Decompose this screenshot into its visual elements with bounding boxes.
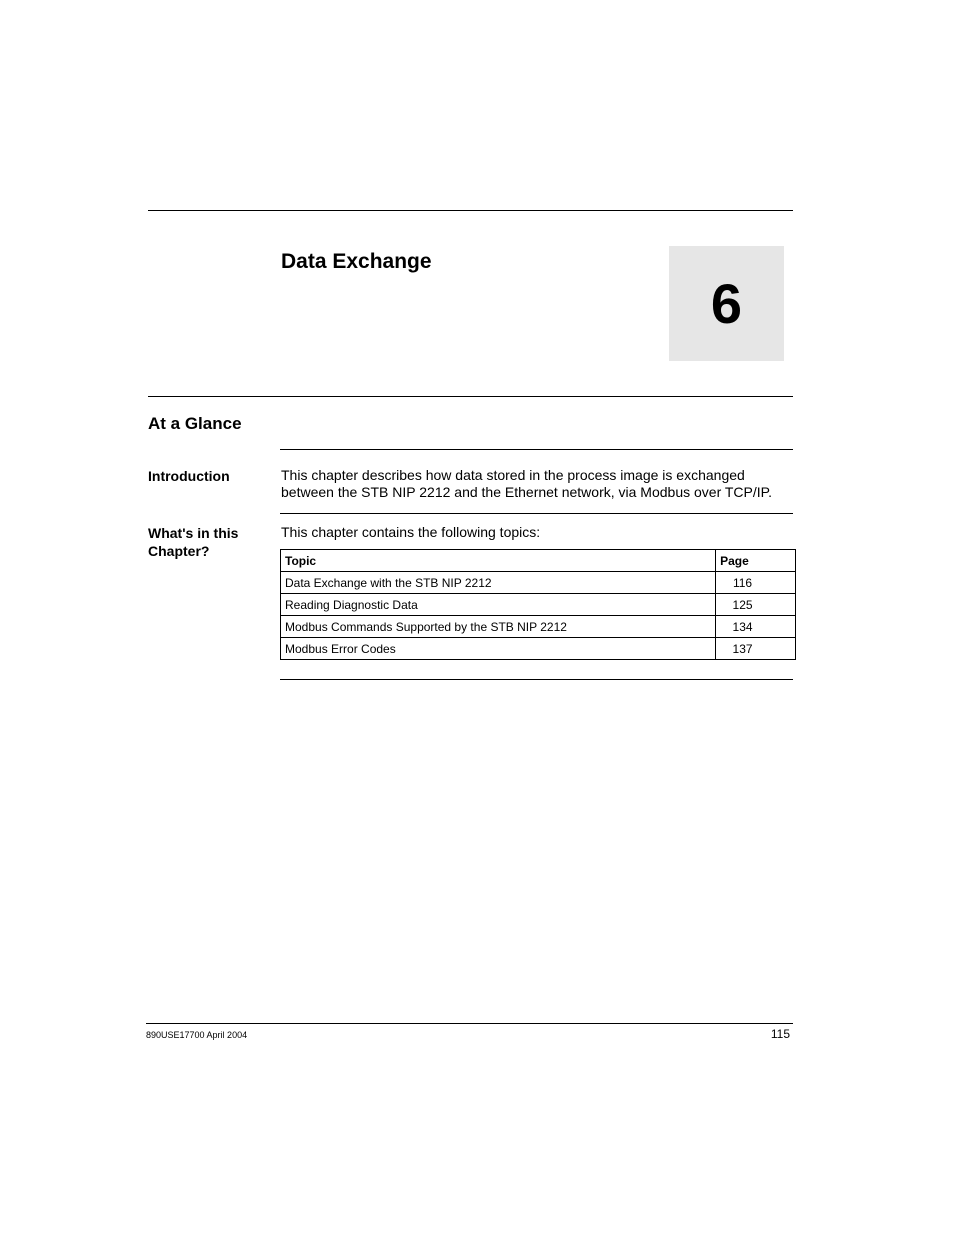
footer-doc-id: 890USE17700 April 2004 <box>146 1030 248 1040</box>
chapter-number: 6 <box>710 272 743 335</box>
section-rule <box>148 396 793 397</box>
page-cell: 137 <box>716 638 796 660</box>
topic-cell[interactable]: Data Exchange with the STB NIP 2212 <box>281 572 716 594</box>
header-topic: Topic <box>281 550 716 572</box>
footer-page-number: 115 <box>770 1027 790 1041</box>
table-row <box>281 638 796 660</box>
page-cell: 134 <box>716 616 796 638</box>
footer-rule <box>146 1023 793 1024</box>
topic-cell[interactable]: Modbus Commands Supported by the STB NIP 2212 <box>281 616 716 638</box>
topic-cell[interactable]: Reading Diagnostic Data <box>281 594 716 616</box>
top-rule <box>148 210 793 211</box>
chapter-title: Data Exchange <box>281 250 432 273</box>
introduction-label: Introduction <box>148 468 230 484</box>
contents-top-rule <box>280 513 793 514</box>
table-row <box>281 616 796 638</box>
chapter-number-box <box>669 246 784 361</box>
page-cell: 116 <box>716 572 796 594</box>
intro-top-rule <box>280 449 793 450</box>
contents-label-line1: What's in this <box>148 525 239 541</box>
contents-bottom-rule <box>280 679 793 680</box>
contents-intro: This chapter contains the following topics: <box>281 524 541 540</box>
table-header-row <box>281 550 796 572</box>
contents-label-line2: Chapter? <box>148 543 210 559</box>
introduction-text: This chapter describes how data stored in the process image is exchanged between the STB NIP 2212 and the Ethernet network, via Modbus over TCP/IP. <box>281 467 773 500</box>
table-row <box>281 594 796 616</box>
table-row <box>281 572 796 594</box>
contents-label <box>148 524 268 560</box>
page-cell: 125 <box>716 594 796 616</box>
topics-table <box>280 549 796 660</box>
header-page: Page <box>716 550 796 572</box>
section-heading: At a Glance <box>148 414 242 433</box>
topic-cell[interactable]: Modbus Error Codes <box>281 638 716 660</box>
